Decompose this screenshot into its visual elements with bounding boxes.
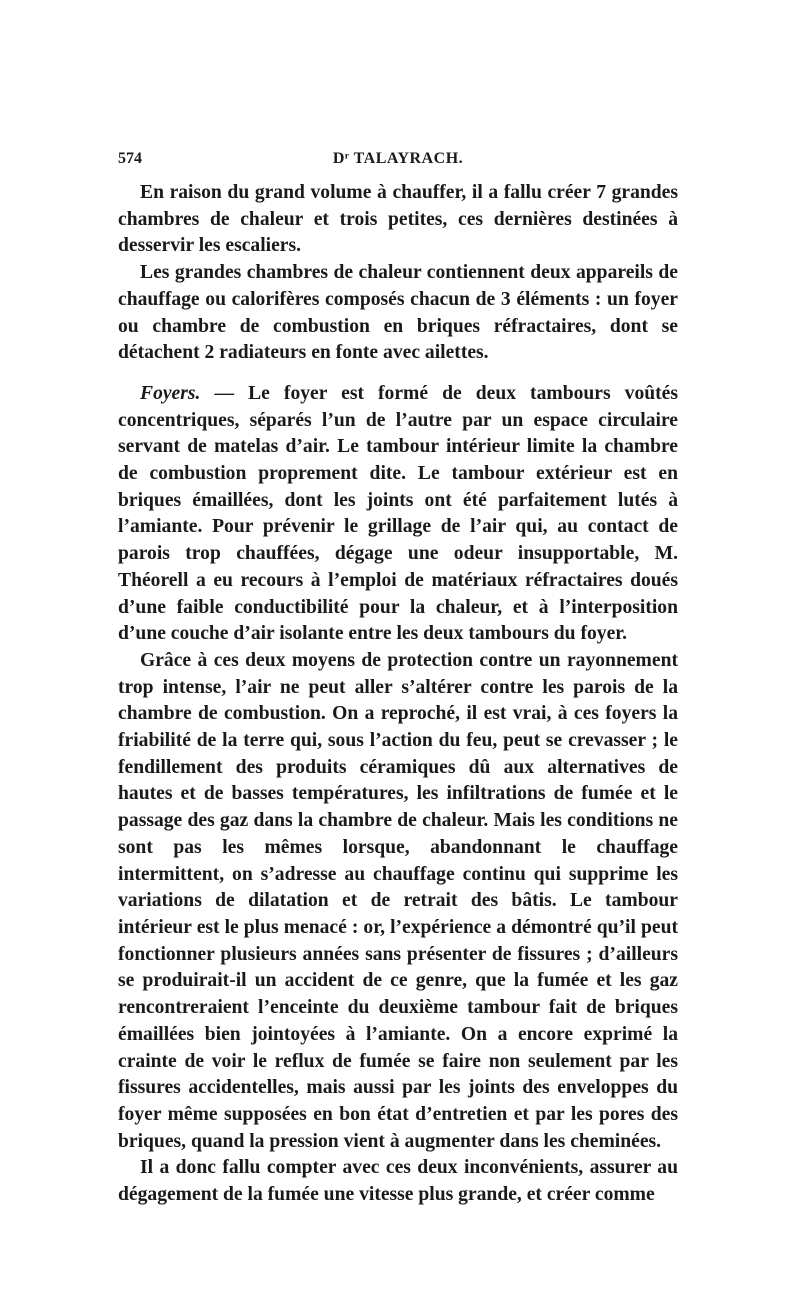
paragraph-4: Grâce à ces deux moyens de protection contre un rayonnement trop intense, l’air ne peut aller s’altérer contre les parois de la chambre de combustion. On a reproché, il est vrai, à ces foyers la friabilité de la terre qui, sous l’action du feu, peut se crevasser ; le fendillement des produits céramiques dû aux alternatives de hautes et de basses températures, les infiltrations de fumée et le passage des gaz dans la chambre de chaleur. Mais les conditions ne sont pas les mêmes lorsque, abandonnant le chauffage intermittent, on s’adresse au chauffage continu qui supprime les variations de dilatation et de retrait des bâtis. Le tambour intérieur est le plus menacé : or, l’expérience a démontré qu’il peut fonctionner plusieurs années sans présenter de fissures ; d’ailleurs se produirait-il un accident de ce genre, que la fumée et les gaz rencontreraient l’enceinte du deuxième tambour fait de briques émaillées bien jointoyées à l’amiante. On a encore exprimé la crainte de voir le reflux de fumée se faire non seulement par les fissures accidentelles, mais aussi par les joints des enveloppes du foyer même supposées en bon état d’entretien et par les pores des briques, quand la pression vient à augmenter dans les cheminées. (118, 649, 678, 1152)
paragraph-1: En raison du grand volume à chauffer, il a fallu créer 7 grandes chambres de chaleur et trois petites, ces dernières destinées à desservir les escaliers. (118, 182, 678, 257)
page-body (118, 180, 678, 1209)
paragraph-3-text: — Le foyer est formé de deux tambours voûtés concentriques, séparés l’un de l’autre par un espace circulaire servant de matelas d’air. Le tambour intérieur limite la chambre de combustion proprement dite. Le tambour extérieur est en briques émaillées, dont les joints ont été parfaitement lutés à l’amiante. Pour prévenir le grillage de l’air qui, au contact de parois trop chauffées, dégage une odeur insupportable, M. Théorell a eu recours à l’emploi de matériaux réfractaires doués d’une faible conductibilité pour la chaleur, et à l’interposition d’une couche d’air isolante entre les deux tambours du foyer. (118, 382, 678, 645)
page-number: 574 (118, 150, 142, 167)
paragraph-3 (118, 381, 678, 648)
paragraph-5: Il a donc fallu compter avec ces deux inconvénients, assurer au dégagement de la fumée une vitesse plus grande, et créer comme (118, 1157, 678, 1206)
section-title-foyers: Foyers. (140, 382, 201, 404)
page-header (118, 150, 678, 176)
paragraph-2: Les grandes chambres de chaleur contiennent deux appareils de chauffage ou calorifères composés chacun de 3 éléments : un foyer ou chambre de combustion en briques réfractaires, dont se détachent 2 radiateurs en fonte avec ailettes. (118, 262, 678, 364)
running-head: Dʳ TALAYRACH. (332, 150, 464, 167)
